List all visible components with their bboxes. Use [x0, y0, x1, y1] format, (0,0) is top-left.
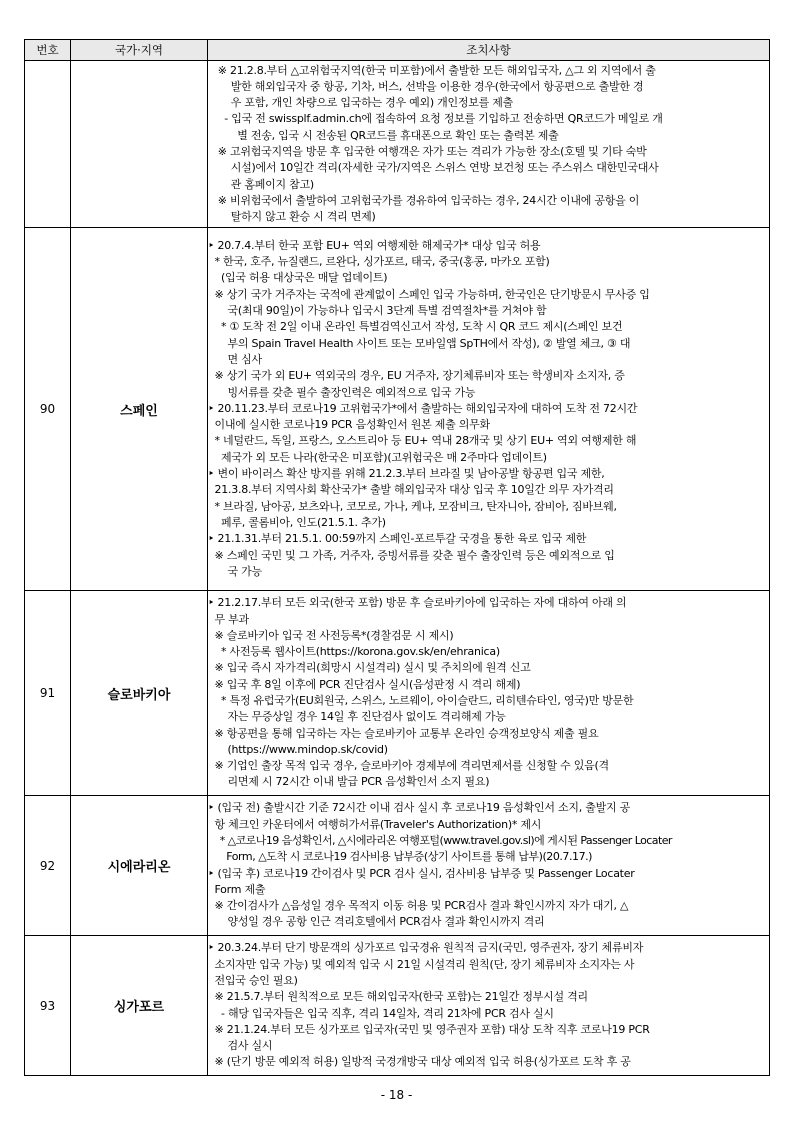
- header-region: 국가·지역: [71, 40, 208, 61]
- measure-line: 리면제 시 72시간 이내 발급 PCR 음성확인서 소지 필요): [208, 775, 490, 789]
- row-measures: [208, 796, 770, 936]
- measure-line: * 브라질, 남아공, 보츠와나, 코모로, 가나, 케냐, 모잠비크, 탄자니아, 잠비아, 짐바브웨,: [208, 499, 617, 513]
- table-row-spain: [25, 228, 770, 591]
- measure-line: 부의 Spain Travel Health 사이트 또는 모바일앱 SpTH에서 작성), ② 발열 체크, ③ 대: [208, 336, 631, 350]
- measure-line: Form, △도착 시 코로나19 검사비용 납부증(상기 사이트를 통해 납부)(20.7.17.): [208, 850, 593, 864]
- measure-line: ※ 고위험국지역을 방문 후 입국한 여행객은 자가 또는 격리가 가능한 장소(호텔 및 기타 숙박: [208, 145, 647, 158]
- measure-line: 탈하지 않고 환승 시 격리 면제): [208, 210, 376, 224]
- measure-line: 항 체크인 카운터에서 여행허가서류(Traveler's Authorization)* 제시: [208, 817, 542, 831]
- measure-line: 국 가능: [208, 564, 262, 578]
- measures-table: [24, 39, 770, 1076]
- measure-line: ※ 상기 국가 외 EU+ 역외국의 경우, EU 거주자, 장기체류비자 또는 학생비자 소지자, 증: [208, 369, 625, 383]
- measure-line: ※ 21.5.7.부터 원칙적으로 모든 해외입국자(한국 포함)는 21일간 정부시설 격리: [208, 990, 588, 1004]
- measure-line: 전입국 승인 필요): [208, 973, 298, 987]
- measure-line: ※ 21.2.8.부터 △고위험국지역(한국 미포함)에서 출발한 모든 해외입국자, △그 외 지역에서 출: [208, 63, 656, 77]
- measure-line: ※ 스페인 국민 및 그 가족, 거주자, 증빙서류를 갖춘 필수 출장인력 등은 예외적으로 입: [208, 548, 615, 562]
- measure-line: (입국 허용 대상국은 매달 업데이트): [208, 271, 388, 285]
- measure-line: 무 부과: [208, 612, 249, 626]
- measure-line: 소지자만 입국 가능) 및 예외적 입국 시 21일 시설격리 원칙(단, 장기 체류비자 소지자는 사: [208, 957, 635, 971]
- measure-line: 제국가 외 모든 나라(한국은 미포함)(고위험국은 매 2주마다 업데이트): [208, 450, 547, 464]
- measure-line: 별 전송, 입국 시 전송된 QR코드를 휴대폰으로 확인 또는 출력본 제출: [208, 128, 559, 142]
- measure-line: 양성일 경우 공항 인근 격리호텔에서 PCR검사 결과 확인시까지 격리: [208, 915, 545, 929]
- table-row-sierra-leone: [25, 796, 770, 936]
- row-country: [71, 61, 208, 228]
- measure-line: 국(최대 90일)이 가능하나 입국시 3단계 특별 검역절차*를 거쳐야 함: [208, 304, 547, 318]
- measure-line: 발한 해외입국자 중 항공, 기차, 버스, 선박을 이용한 경우(한국에서 항공편으로 출발한 경: [208, 79, 644, 93]
- measure-line: ※ 상기 국가 거주자는 국적에 관계없이 스페인 입국 가능하며, 한국인은 단기방문시 무사증 입: [208, 287, 650, 301]
- measure-line: ‣ 21.1.31.부터 21.5.1. 00:59까지 스페인-포르투갈 국경을 통한 육로 입국 제한: [208, 532, 587, 546]
- table-row-singapore: [25, 936, 770, 1076]
- measure-line: 페루, 콜롬비아, 인도(21.5.1. 추가): [208, 515, 386, 529]
- measure-line: 우 포함, 개인 차량으로 입국하는 경우 예외) 개인정보를 제출: [208, 96, 514, 110]
- table-header-row: [25, 40, 770, 61]
- row-measures: [208, 936, 770, 1076]
- measure-line: ※ 입국 즉시 자가격리(희망시 시설격리) 실시 및 주치의에 원격 신고: [208, 661, 531, 675]
- row-measures: [208, 61, 770, 228]
- measure-line: * 사전등록 웹사이트(https://korona.gov.sk/en/ehranica): [208, 645, 500, 659]
- measure-line: ※ 항공편을 통해 입국하는 자는 슬로바키아 교통부 온라인 승객정보양식 제출 필요: [208, 726, 599, 740]
- measure-line: 검사 실시: [208, 1039, 273, 1053]
- row-measures: [208, 591, 770, 796]
- row-number: 93: [25, 936, 71, 1076]
- row-number: 92: [25, 796, 71, 936]
- measure-line: 시설)에서 10일간 격리(자세한 국가/지역은 스위스 연방 보건청 또는 주스위스 대한민국대사: [208, 161, 659, 175]
- measure-line: 빙서류를 갖춘 필수 출장인력은 예외적으로 입국 가능: [208, 385, 476, 399]
- measure-line: 자는 무증상일 경우 14일 후 진단검사 없이도 격리해제 가능: [208, 710, 506, 724]
- row-country: 슬로바키아: [71, 591, 208, 796]
- measure-line: 관 홈페이지 참고): [208, 177, 314, 191]
- row-number: 91: [25, 591, 71, 796]
- measure-line: 21.3.8.부터 지역사회 확산국가* 출발 해외입국자 대상 입국 후 10일간 의무 자가격리: [208, 483, 614, 497]
- measure-line: * △코로나19 음성확인서, △시에라리온 여행포털(www.travel.gov.sl)에 게시된 Passenger Locater: [208, 833, 672, 847]
- measure-line: ※ 입국 후 8일 이후에 PCR 진단검사 실시(음성판정 시 격리 해제): [208, 677, 521, 691]
- measure-line: - 해당 입국자들은 입국 직후, 격리 14일차, 격리 21차에 PCR 검사 실시: [208, 1006, 554, 1020]
- measure-line: ‣ 20.7.4.부터 한국 포함 EU+ 역외 여행제한 해제국가* 대상 입국 허용: [208, 238, 541, 252]
- measure-line: ‣ 20.11.23.부터 코로나19 고위험국가*에서 출발하는 해외입국자에 대하여 도착 전 72시간: [208, 401, 638, 415]
- measure-line: * 한국, 호주, 뉴질랜드, 르완다, 싱가포르, 태국, 중국(홍콩, 마카오 포함): [208, 255, 550, 269]
- measure-line: ‣ 변이 바이러스 확산 방지를 위해 21.2.3.부터 브라질 및 남아공발 항공편 입국 제한,: [208, 467, 605, 481]
- page-number: - 18 -: [380, 1088, 413, 1102]
- measure-line: ‣ 20.3.24.부터 단기 방문객의 싱가포르 입국경유 원칙적 금지(국민, 영주권자, 장기 체류비자: [208, 941, 644, 955]
- measure-line: 이내에 실시한 코로나19 PCR 음성확인서 원본 제출 의무화: [208, 418, 490, 432]
- measure-line: Form 제출: [208, 882, 266, 896]
- table-row-switzerland-continued: [25, 61, 770, 228]
- measure-line: ※ 슬로바키아 입국 전 사전등록*(경찰검문 시 제시): [208, 628, 454, 642]
- row-measures: [208, 228, 770, 591]
- measure-line: ※ 기업인 출장 목적 입국 경우, 슬로바키아 경제부에 격리면제서를 신청할 수 있음(격: [208, 759, 609, 773]
- measure-line: ※ 21.1.24.부터 모든 싱가포르 입국자(국민 및 영주권자 포함) 대상 도착 직후 코로나19 PCR: [208, 1022, 650, 1036]
- measure-line: * 네덜란드, 독일, 프랑스, 오스트리아 등 EU+ 역내 28개국 및 상기 EU+ 역외 여행제한 해: [208, 434, 637, 448]
- measure-line: (https://www.mindop.sk/covid): [208, 742, 388, 756]
- measure-line: ※ 비위험국에서 출발하여 고위험국가를 경유하여 입국하는 경우, 24시간 이내에 공항을 이: [208, 193, 640, 207]
- row-country: 시에라리온: [71, 796, 208, 936]
- measure-line: ‣ (입국 전) 출발시간 기준 72시간 이내 검사 실시 후 코로나19 음성확인서 소지, 출발지 공: [208, 801, 631, 815]
- measure-line: 면 심사: [208, 352, 262, 366]
- measure-line: - 입국 전 swissplf.admin.ch에 접속하여 요청 정보를 기입하고 전송하면 QR코드가 메일로 개: [208, 112, 663, 126]
- row-number: [25, 61, 71, 228]
- header-measures: 조치사항: [208, 40, 770, 61]
- row-country: 스페인: [71, 228, 208, 591]
- measure-line: * 특정 유럽국가(EU회원국, 스위스, 노르웨이, 아이슬란드, 리히텐슈타인, 영국)만 방문한: [208, 694, 634, 707]
- measure-line: ‣ 21.2.17.부터 모든 외국(한국 포함) 방문 후 슬로바키아에 입국하는 자에 대하여 아래 의: [208, 596, 627, 610]
- table-row-slovakia: [25, 591, 770, 796]
- header-number: 번호: [25, 40, 71, 61]
- measure-line: ※ (단기 방문 예외적 허용) 일방적 국경개방국 대상 예외적 입국 허용(싱가포르 도착 후 공: [208, 1055, 631, 1069]
- row-country: 싱가포르: [71, 936, 208, 1076]
- measure-line: ‣ (입국 후) 코로나19 간이검사 및 PCR 검사 실시, 검사비용 납부증 및 Passenger Locater: [208, 866, 635, 880]
- row-number: 90: [25, 228, 71, 591]
- measure-line: ※ 간이검사가 △음성일 경우 목적지 이동 허용 및 PCR검사 결과 확인시까지 자가 대기, △: [208, 899, 629, 913]
- measure-line: * ① 도착 전 2일 이내 온라인 특별검역신고서 작성, 도착 시 QR 코드 제시(스페인 보건: [208, 320, 623, 334]
